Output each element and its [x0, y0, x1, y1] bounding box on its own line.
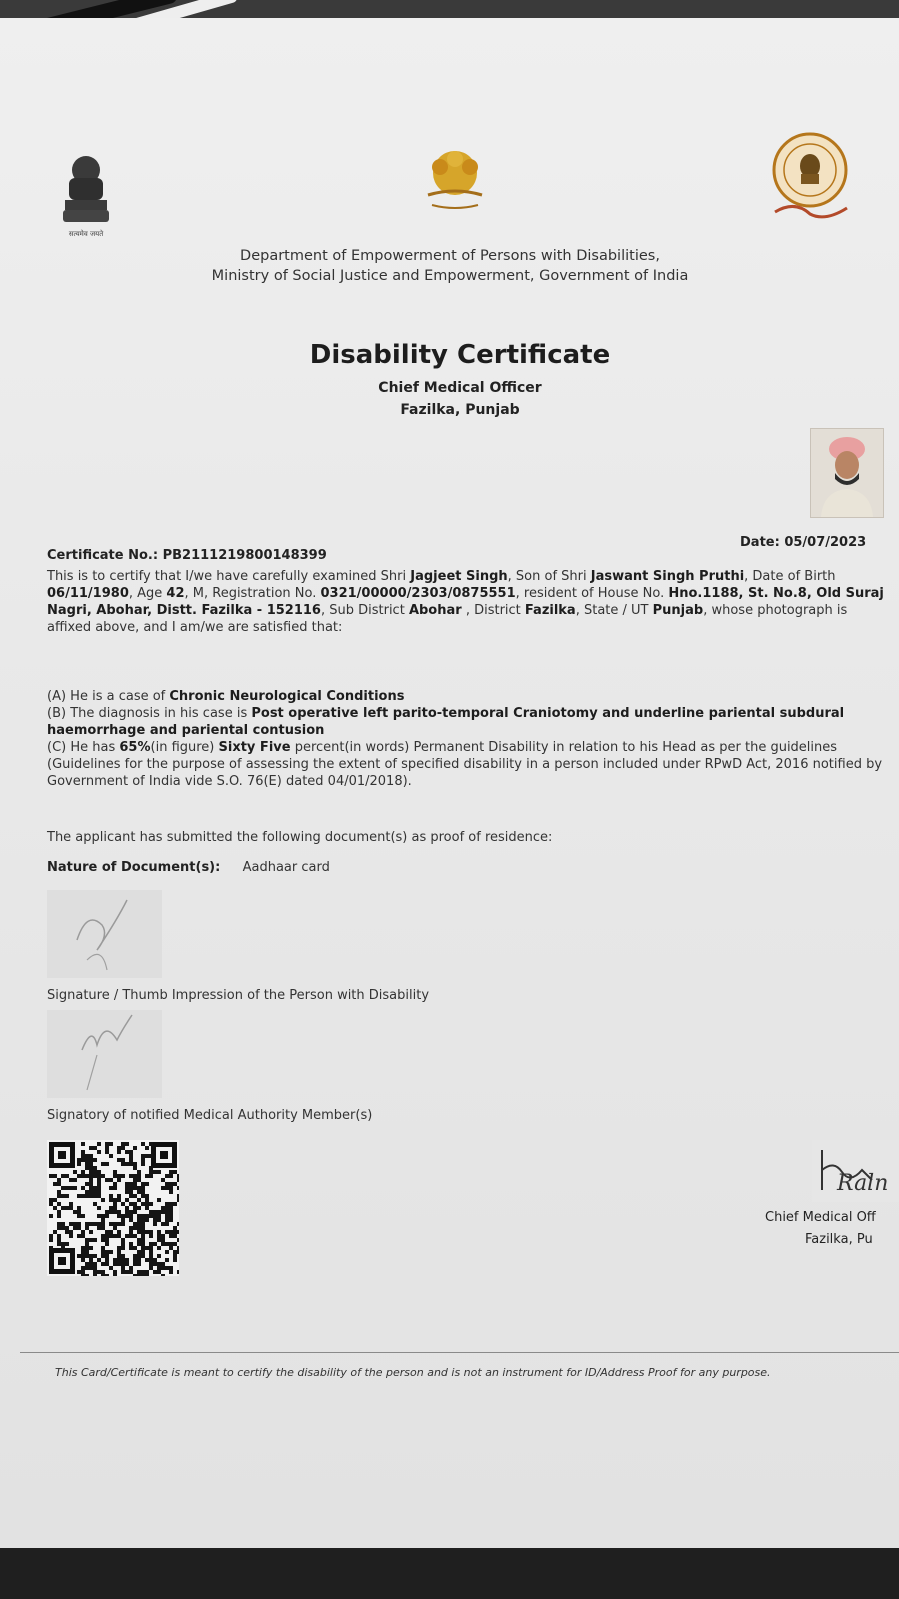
- text-segment: , State / UT: [575, 603, 653, 618]
- state-emblem-icon: [410, 145, 500, 225]
- ashoka-emblem-icon: [55, 148, 117, 248]
- applicant-signature: [47, 890, 162, 978]
- department-line-2: Ministry of Social Justice and Empowerment, Government of India: [211, 268, 689, 284]
- applicant-signature-label: Signature / Thumb Impression of the Person with Disability: [47, 988, 430, 1003]
- department-header: [150, 246, 750, 286]
- text-segment: , District: [461, 603, 525, 618]
- text-segment: , M, Registration No.: [184, 586, 321, 601]
- condition-category: Chronic Neurological Conditions: [169, 689, 405, 704]
- text-segment: , Sub District: [320, 603, 409, 618]
- certificate-title: Disability Certificate: [309, 340, 611, 370]
- authority-signature-label: Signatory of notified Medical Authority Member(s): [47, 1108, 373, 1123]
- finding-a-prefix: (A): [47, 689, 67, 704]
- certificate-date: [740, 535, 866, 550]
- cmo-designation: Chief Medical Off: [765, 1210, 876, 1225]
- document-label: Nature of Document(s):: [47, 860, 221, 875]
- applicant-name: Jagjeet Singh: [410, 569, 508, 584]
- date-label: Date:: [740, 535, 780, 550]
- sub-district: Abohar: [408, 603, 462, 618]
- finding-a: [47, 688, 887, 705]
- date-of-birth: 06/11/1980: [47, 586, 129, 601]
- text-segment: The diagnosis in his case is: [66, 706, 252, 721]
- text-segment: percent(in words) Permanent Disability in relation to his Head as per the guidelines (Guidelines for the purpose of assessing the extent of specified disability in a person included under RPwD Act, 2016 notified by Government of India vide S.O. 76(E) dated 04/01/2018).: [47, 740, 883, 789]
- diagnosis: Post operative left parito-temporal Craniotomy and underline pariental subdural haemorrhage and pariental contusion: [47, 706, 845, 738]
- qr-code: [47, 1140, 179, 1276]
- certificate-number-label: Certificate No.:: [47, 548, 159, 563]
- cmo-signature: [812, 1140, 899, 1202]
- disability-percentage-words: Sixty Five: [218, 740, 291, 755]
- svg-text:सत्यमेव जयते: सत्यमेव जयते: [68, 230, 104, 238]
- text-segment: This is to certify that I/we have carefully examined Shri: [47, 569, 411, 584]
- state: Punjab: [652, 603, 704, 618]
- issuer-location: Fazilka, Punjab: [400, 402, 520, 418]
- text-segment: He is a case of: [66, 689, 170, 704]
- finding-b: [47, 705, 887, 739]
- finding-c: [47, 739, 887, 790]
- official-seal-icon: [765, 130, 855, 230]
- text-segment: , Son of Shri: [507, 569, 591, 584]
- finding-b-prefix: (B): [47, 706, 67, 721]
- text-segment: He has: [66, 740, 120, 755]
- authority-signature: [47, 1010, 162, 1098]
- address: Hno.1188, St. No.8, Old Suraj Nagri, Abohar, Distt. Fazilka - 152116: [47, 586, 884, 618]
- footer-divider: [20, 1352, 899, 1353]
- text-segment: (in figure): [150, 740, 219, 755]
- cmo-location: Fazilka, Pu: [805, 1232, 873, 1247]
- text-segment: , whose photograph is affixed above, and I am/we are satisfied that:: [47, 603, 848, 635]
- disability-percentage: 65%: [119, 740, 151, 755]
- certification-paragraph: [47, 568, 887, 636]
- applicant-photo: [810, 428, 884, 518]
- footer-disclaimer: This Card/Certificate is meant to certify the disability of the person and is not an instrument for ID/Address Proof for any purpose.: [55, 1366, 771, 1379]
- registration-number: 0321/00000/2303/0875551: [320, 586, 516, 601]
- text-segment: , Date of Birth: [744, 569, 836, 584]
- svg-text:Raln: Raln: [837, 1171, 889, 1196]
- desk-bottom: [0, 1548, 899, 1599]
- certificate-number: [47, 548, 327, 563]
- age: 42: [166, 586, 185, 601]
- document-value: Aadhaar card: [242, 860, 330, 875]
- proof-intro: The applicant has submitted the following document(s) as proof of residence:: [47, 830, 553, 845]
- certificate-number-value: PB2111219800148399: [162, 548, 327, 563]
- document-row: [47, 860, 330, 875]
- issuer-title: Chief Medical Officer: [378, 380, 542, 396]
- text-segment: , resident of House No.: [515, 586, 669, 601]
- date-value: 05/07/2023: [784, 535, 867, 550]
- findings-section: [47, 688, 887, 790]
- department-line-1: Department of Empowerment of Persons with Disabilities,: [240, 248, 660, 264]
- father-name: Jaswant Singh Pruthi: [590, 569, 745, 584]
- district: Fazilka: [524, 603, 576, 618]
- finding-c-prefix: (C): [47, 740, 67, 755]
- text-segment: , Age: [128, 586, 167, 601]
